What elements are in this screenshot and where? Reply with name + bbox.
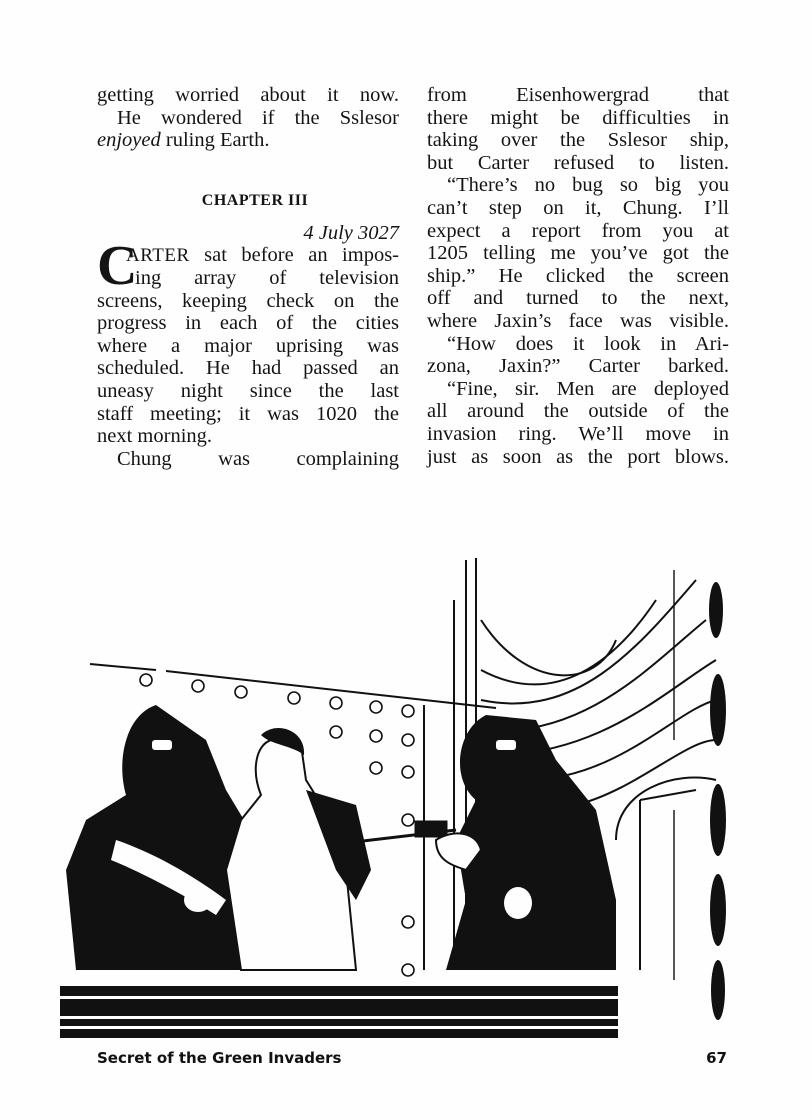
text-line: 1205 telling me you’ve got the: [427, 242, 729, 265]
drop-cap: C: [97, 235, 138, 298]
text-line: next morning.: [97, 425, 213, 448]
text-line: staff meeting; it was 1020 the: [97, 402, 399, 425]
text-fragment: sat before an impos-: [204, 244, 399, 267]
text-line: from Eisenhowergrad that: [427, 84, 729, 106]
text-line: uneasy night since the last: [97, 379, 399, 402]
text-line: off and turned to the next,: [427, 287, 729, 310]
opening-paragraph: [97, 235, 399, 470]
text-line: just as soon as the port blows.: [427, 445, 729, 468]
text-fragment: ruling Earth.: [165, 129, 270, 152]
text-line: expect a report from you at: [427, 219, 729, 242]
text-line: “How does it look in Ari-: [447, 332, 729, 355]
text-line: invasion ring. We’ll move in: [427, 422, 729, 445]
text-line: taking over the Sslesor ship,: [427, 129, 729, 152]
text-line: “There’s no bug so big you: [447, 174, 729, 197]
text-line: ing array of television: [135, 266, 399, 289]
illustration-artwork: [56, 540, 756, 1040]
text-line: but Carter refused to listen.: [427, 151, 729, 174]
text-line: all around the outside of the: [427, 400, 729, 423]
text-line: getting worried about it now.: [97, 84, 399, 106]
dateline: 4 July 3027: [303, 221, 399, 244]
left-column: [97, 84, 399, 470]
text-line: there might be difficulties in: [427, 106, 729, 129]
text-line: scheduled. He had passed an: [97, 357, 399, 380]
right-column: [427, 84, 729, 468]
text-line: ship.” He clicked the screen: [427, 264, 729, 287]
text-line: He wondered if the Sslesor: [117, 106, 399, 129]
chapter-heading: CHAPTER III: [201, 191, 309, 209]
story-illustration: [56, 540, 756, 1040]
text-line: where a major uprising was: [97, 334, 399, 357]
text-line: [97, 129, 399, 152]
text-line: [97, 244, 399, 267]
running-title: Secret of the Green Invaders: [97, 1049, 342, 1067]
italic-emphasis: enjoyed: [97, 129, 161, 152]
small-caps-word: ARTER: [126, 245, 190, 267]
text-line: zona, Jaxin?” Carter barked.: [427, 355, 729, 378]
text-line: can’t step on it, Chung. I’ll: [427, 196, 729, 219]
text-line: progress in each of the cities: [97, 312, 399, 335]
text-line: “Fine, sir. Men are deployed: [447, 377, 729, 400]
text-line: Chung was complaining: [117, 447, 399, 470]
text-line: where Jaxin’s face was visible.: [427, 309, 729, 332]
page-number: 67: [706, 1049, 727, 1067]
text-line: screens, keeping check on the: [97, 289, 399, 312]
